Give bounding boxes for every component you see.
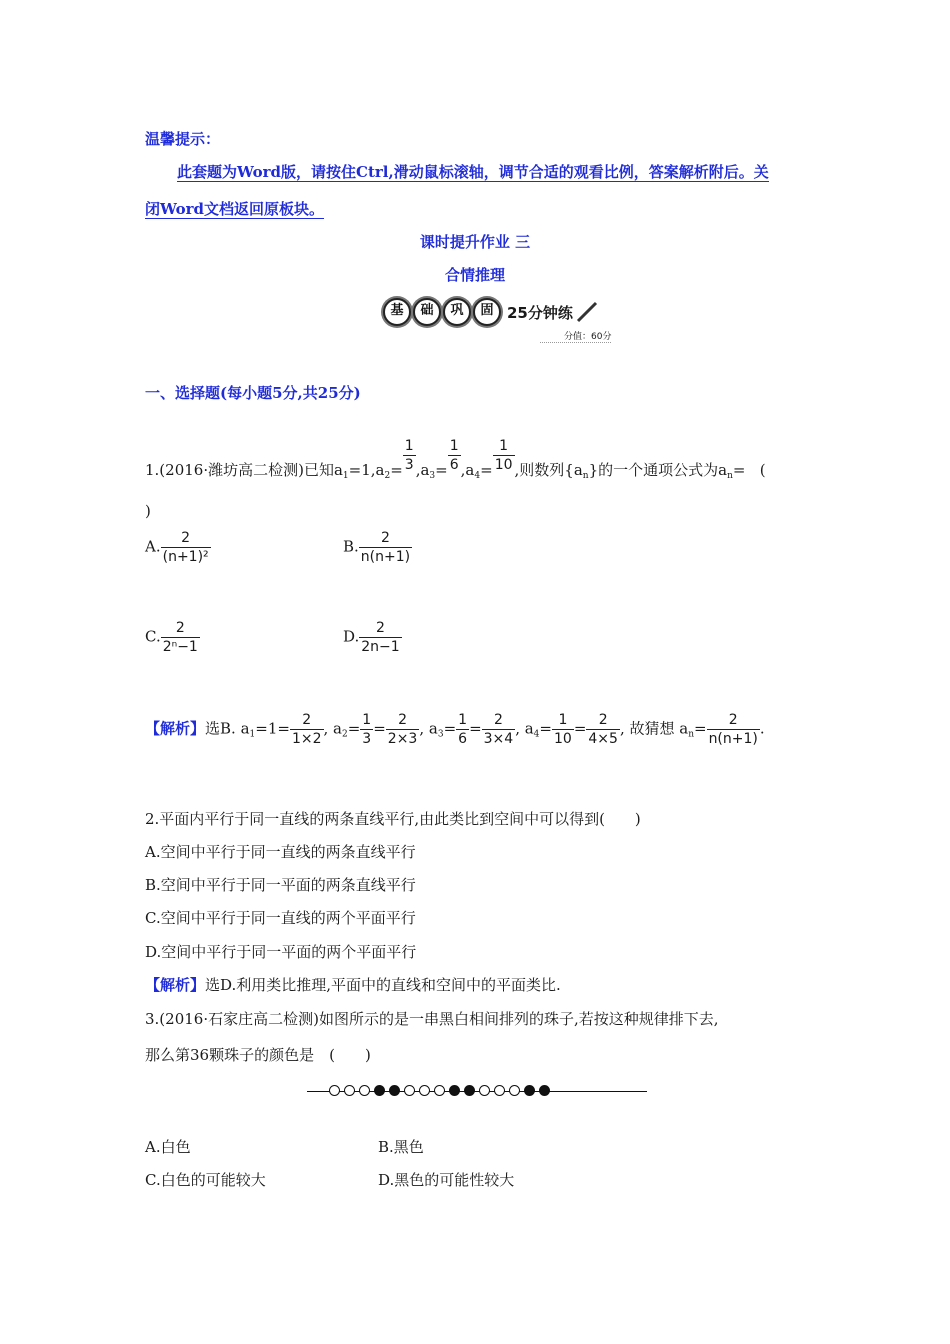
black-bead (539, 1085, 550, 1096)
q2-analysis: 【解析】选D.利用类比推理,平面中的直线和空间中的平面类比. (145, 976, 561, 994)
white-bead (329, 1085, 340, 1096)
q1-stem-close: ) (145, 502, 151, 520)
q3-option-a[interactable]: A.白色 (145, 1138, 191, 1156)
q3-option-c[interactable]: C.白色的可能较大 (145, 1171, 266, 1189)
notice-line1: 此套题为Word版，请按住Ctrl,滑动鼠标滚轴，调节合适的观看比例，答案解析附后。关 (177, 163, 769, 181)
banner-seal: 基 (383, 298, 411, 326)
white-bead (494, 1085, 505, 1096)
white-bead (404, 1085, 415, 1096)
black-bead (389, 1085, 400, 1096)
bead-figure (307, 1084, 647, 1100)
banner-seal: 巩 (443, 298, 471, 326)
section-banner (383, 298, 599, 326)
black-bead (524, 1085, 535, 1096)
white-bead (434, 1085, 445, 1096)
q2-option-a[interactable]: A.空间中平行于同一直线的两条直线平行 (145, 843, 416, 861)
q3-stem-line1: 3.(2016·石家庄高二检测)如图所示的是一串黑白相间排列的珠子,若按这种规律排下去, (145, 1010, 719, 1028)
white-bead (359, 1085, 370, 1096)
q2-stem: 2.平面内平行于同一直线的两条直线平行,由此类比到空间中可以得到( ) (145, 810, 641, 828)
q2-option-b[interactable]: B.空间中平行于同一平面的两条直线平行 (145, 876, 416, 894)
analysis-tag: 【解析】 (145, 719, 206, 738)
q1-option-c[interactable]: C. $\frac{2}{\text{2ⁿ−1}}$ (145, 620, 198, 656)
black-bead (449, 1085, 460, 1096)
q2-option-d[interactable]: D.空间中平行于同一平面的两个平面平行 (145, 943, 417, 961)
page-title: 课时提升作业 三 (419, 233, 531, 251)
q3-option-b[interactable]: B.黑色 (378, 1138, 424, 1156)
q1-option-b[interactable]: B. $\frac{2}{n(n+1)}$ (343, 530, 411, 566)
notice-line2: 闭Word文档返回原板块。 (145, 200, 325, 218)
banner-text: 25分钟练 (507, 303, 573, 322)
banner-seal: 础 (413, 298, 441, 326)
analysis-tag: 【解析】 (145, 976, 206, 994)
white-bead (344, 1085, 355, 1096)
q1-analysis: 【解析】选B. $a_1=1=$ $\frac{2}{1\times 2}$ , $a_2=$ $\frac{1}{3}$ = $\frac{2}{2\times 3}$ , $a_3=$ $\frac{1}{6}$ = $\frac{2}{3\times 4}$ , $a_4=$ $\frac{1}{10}$ = $\frac{2}{4\times 5}$ , 故猜想 $a_n=$ $\frac{2}{n(n+1)}$ . (145, 712, 765, 748)
banner-seal: 固 (473, 298, 501, 326)
page-subtitle: 合情推理 (444, 266, 505, 284)
section-heading: 一、选择题(每小题5分,共25分) (145, 384, 361, 402)
q2-option-c[interactable]: C.空间中平行于同一直线的两个平面平行 (145, 909, 416, 927)
score-label: 分值：60分 (540, 329, 611, 343)
white-bead (419, 1085, 430, 1096)
white-bead (479, 1085, 490, 1096)
white-bead (509, 1085, 520, 1096)
pen-icon (575, 300, 599, 324)
q3-stem-line2: 那么第36颗珠子的颜色是 ( ) (145, 1046, 371, 1064)
notice-title: 温馨提示： (145, 130, 221, 148)
q1-option-d[interactable]: D. $\frac{2}{2n-1}$ (343, 620, 400, 656)
black-bead (464, 1085, 475, 1096)
q3-option-d[interactable]: D.黑色的可能性较大 (378, 1171, 515, 1189)
q1-option-a[interactable]: A. $\frac{2}{\text{(n+1)²}}$ (145, 530, 209, 566)
q1-stem: 1.(2016·潍坊高二检测)已知$a_1=1,a_2=$ $\frac{1}{3}$ $,a_3=$ $\frac{1}{6}$ $,a_4=$ $\frac{1}{10}$ ,则数列$\{a_n\}$的一个通项公式为$a_n=$ ( (145, 438, 766, 482)
black-bead (374, 1085, 385, 1096)
